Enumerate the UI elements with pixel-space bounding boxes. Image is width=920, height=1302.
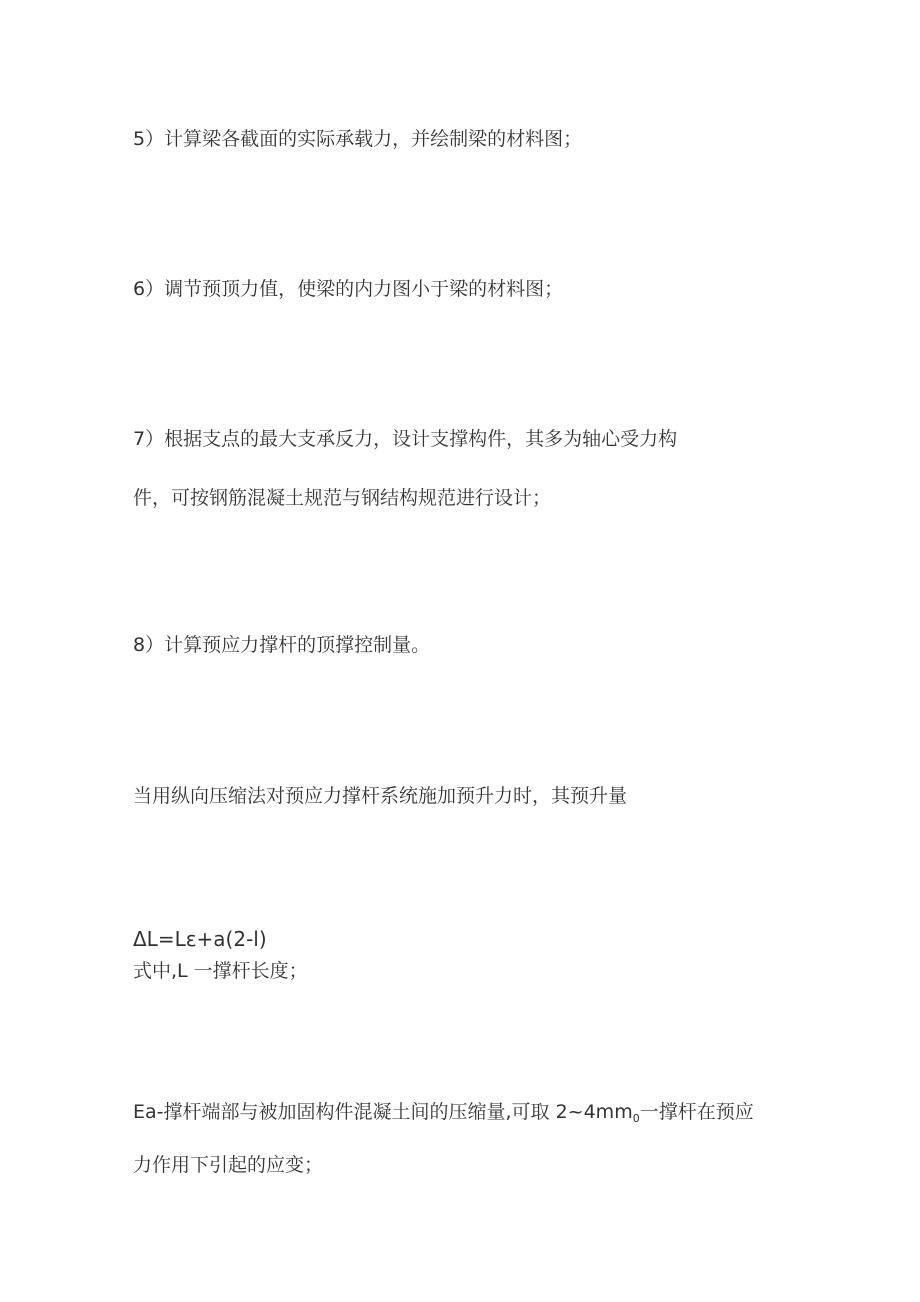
intro-paragraph: 当用纵向压缩法对预应力撑杆系统施加预升力时，其预升量 — [133, 785, 628, 807]
ea-definition-subscript: 0 — [632, 1112, 640, 1125]
step-7-text-line1: 7）根据支点的最大支承反力，设计支撑构件，其多为轴心受力构 — [133, 428, 678, 450]
where-clause-l: 式中,L 一撑杆长度； — [133, 960, 308, 982]
ea-definition-main: Ea-撑杆端部与被加固构件混凝土间的压缩量,可取 2~4mm — [133, 1101, 633, 1123]
step-7-text-line2: 件，可按钢筋混凝土规范与钢结构规范进行设计； — [133, 487, 552, 509]
step-5-text: 5）计算梁各截面的实际承载力，并绘制梁的材料图； — [133, 128, 583, 150]
formula-delta-l: ΔL=Lε+a(2-l) — [133, 927, 267, 951]
ea-definition-line2: 力作用下引起的应变； — [133, 1154, 324, 1176]
step-8-text: 8）计算预应力撑杆的顶撑控制量。 — [133, 634, 431, 656]
step-6-text: 6）调节预顶力值，使梁的内力图小于梁的材料图； — [133, 278, 564, 300]
ea-definition-tail: 一撑杆在预应 — [639, 1101, 754, 1123]
ea-definition-line1 — [133, 1100, 754, 1131]
